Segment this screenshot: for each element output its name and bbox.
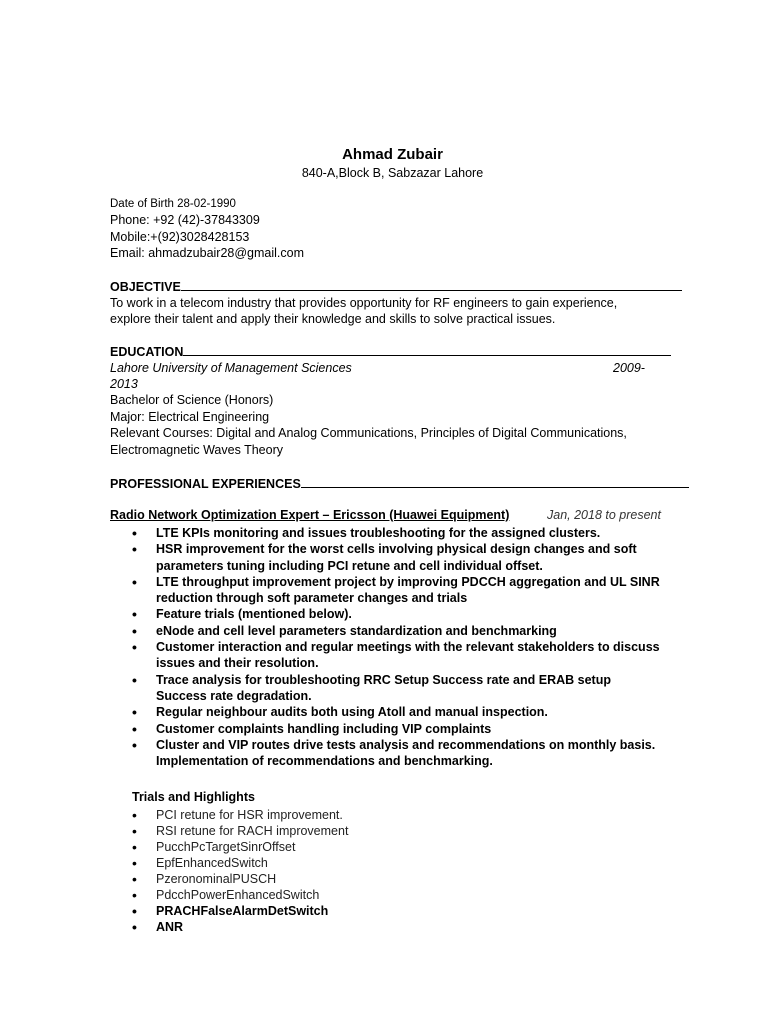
objective-heading xyxy=(110,279,682,294)
list-item: • PRACHFalseAlarmDetSwitch xyxy=(132,903,532,919)
list-item: • HSR improvement for the worst cells involving physical design changes and soft parameters tuning including PCI retune and cell individual offset. xyxy=(132,541,662,574)
candidate-name: Ahmad Zubair xyxy=(342,146,443,163)
list-item: • Regular neighbour audits both using Atoll and manual inspection. xyxy=(132,704,662,720)
list-item: • RSI retune for RACH improvement xyxy=(132,823,532,839)
list-item: • Feature trials (mentioned below). xyxy=(132,606,662,622)
objective-line-1: To work in a telecom industry that provides opportunity for RF engineers to gain experience, xyxy=(110,296,618,310)
education-heading xyxy=(110,344,671,359)
list-item: • Customer complaints handling including VIP complaints xyxy=(132,721,662,737)
experience-heading-text: PROFESSIONAL EXPERIENCES xyxy=(110,477,301,491)
trials-heading: Trials and Highlights xyxy=(132,790,255,804)
courses-line-1: Relevant Courses: Digital and Analog Communications, Principles of Digital Communications, xyxy=(110,426,627,440)
list-item: • ANR xyxy=(132,919,532,935)
list-item: • Trace analysis for troubleshooting RRC Setup Success rate and ERAB setup Success rate degradation. xyxy=(132,672,662,705)
phone: Phone: +92 (42)-37843309 xyxy=(110,213,260,227)
trials-list xyxy=(132,807,532,935)
date-of-birth: Date of Birth 28-02-1990 xyxy=(110,198,236,210)
experience-bullets xyxy=(132,525,662,769)
institution: Lahore University of Management Sciences xyxy=(110,361,352,375)
list-item: • PCI retune for HSR improvement. xyxy=(132,807,532,823)
list-item: • PdcchPowerEnhancedSwitch xyxy=(132,887,532,903)
education-heading-text: EDUCATION xyxy=(110,345,184,359)
list-item: • Customer interaction and regular meetings with the relevant stakeholders to discuss issues and their resolution. xyxy=(132,639,662,672)
job-title: Radio Network Optimization Expert – Ericsson (Huawei Equipment) xyxy=(110,508,510,522)
objective-line-2: explore their talent and apply their knowledge and skills to solve practical issues. xyxy=(110,312,556,326)
list-item: • LTE KPIs monitoring and issues troubleshooting for the assigned clusters. xyxy=(132,525,662,541)
list-item: • LTE throughput improvement project by improving PDCCH aggregation and UL SINR reduction through soft parameter changes and trials xyxy=(132,574,662,607)
experience-rule xyxy=(301,476,689,488)
degree: Bachelor of Science (Honors) xyxy=(110,393,274,407)
list-item: • Cluster and VIP routes drive tests analysis and recommendations on monthly basis. Implementation of recommendations and benchmarking. xyxy=(132,737,662,770)
education-years-start: 2009- xyxy=(613,361,645,375)
list-item: • eNode and cell level parameters standardization and benchmarking xyxy=(132,623,662,639)
experience-heading xyxy=(110,476,689,491)
list-item: • EpfEnhancedSwitch xyxy=(132,855,532,871)
objective-heading-text: OBJECTIVE xyxy=(110,280,181,294)
education-years-end: 2013 xyxy=(110,377,138,391)
list-item: • PzeronominalPUSCH xyxy=(132,871,532,887)
job-dates: Jan, 2018 to present xyxy=(547,508,661,522)
mobile: Mobile:+(92)3028428153 xyxy=(110,230,250,244)
candidate-address: 840-A,Block B, Sabzazar Lahore xyxy=(301,166,484,180)
major: Major: Electrical Engineering xyxy=(110,410,270,424)
list-item: • PucchPcTargetSinrOffset xyxy=(132,839,532,855)
courses-line-2: Electromagnetic Waves Theory xyxy=(110,443,283,457)
email: Email: ahmadzubair28@gmail.com xyxy=(110,246,305,260)
objective-rule xyxy=(181,279,682,291)
education-rule xyxy=(183,344,671,356)
